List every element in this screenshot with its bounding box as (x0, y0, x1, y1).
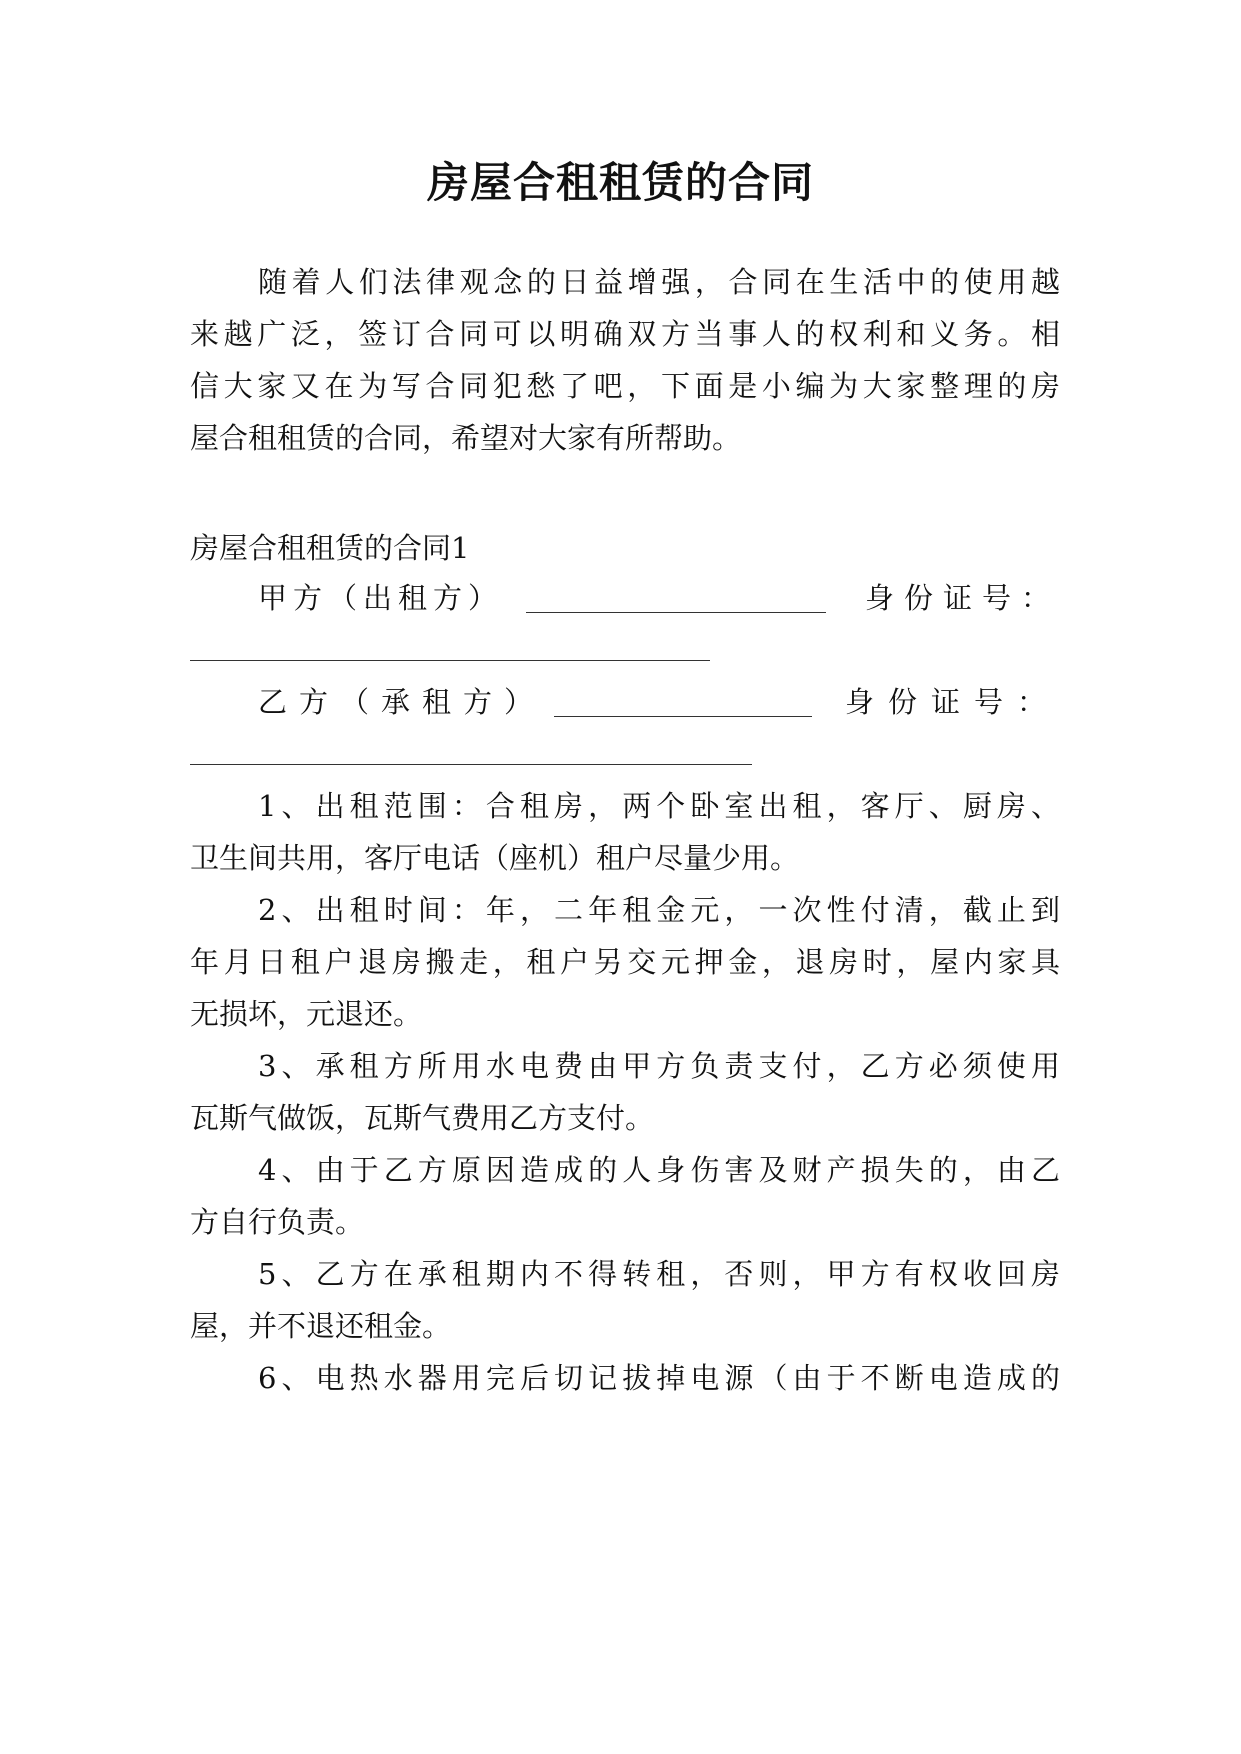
clause-5-line-1: 5、乙方在承租期内不得转租，否则，甲方有权收回房 (258, 1257, 1060, 1291)
clause-4-line-2: 方自行负责。 (190, 1205, 365, 1239)
clause-6-line-1: 6、电热水器用完后切记拔掉电源（由于不断电造成的 (258, 1361, 1060, 1395)
clause-2-line-2: 年月日租户退房搬走，租户另交元押金，退房时，屋内家具 (190, 945, 1060, 979)
clause-1-line-1: 1、出租范围：合租房，两个卧室出租，客厅、厨房、 (258, 789, 1060, 823)
clause-3-line-2: 瓦斯气做饭，瓦斯气费用乙方支付。 (190, 1101, 655, 1135)
clause-3-line-1: 3、承租方所用水电费由甲方负责支付，乙方必须使用 (258, 1049, 1060, 1083)
party-b-label: 乙方（承租方） (258, 685, 546, 719)
document-title: 房屋合租租赁的合同 (426, 158, 814, 207)
party-b-id-blank[interactable] (190, 764, 752, 765)
clause-2-line-3: 无损坏，元退还。 (190, 997, 423, 1031)
clause-4-line-1: 4、由于乙方原因造成的人身伤害及财产损失的，由乙 (258, 1153, 1060, 1187)
clause-2-line-1: 2、出租时间：年，二年租金元，一次性付清，截止到 (258, 893, 1060, 927)
party-a-name-blank[interactable] (526, 612, 826, 613)
intro-line-4: 屋合租租赁的合同，希望对大家有所帮助。 (190, 421, 742, 455)
party-a-label: 甲方（出租方） (258, 581, 504, 615)
intro-line-2: 来越广泛，签订合同可以明确双方当事人的权利和义务。相 (190, 317, 1060, 351)
clause-1-line-2: 卫生间共用，客厅电话（座机）租户尽量少用。 (190, 841, 800, 875)
party-b-name-blank[interactable] (554, 716, 812, 717)
party-b-row (258, 682, 1060, 722)
intro-line-3: 信大家又在为写合同犯愁了吧，下面是小编为大家整理的房 (190, 369, 1060, 403)
clause-5-line-2: 屋，并不退还租金。 (190, 1309, 452, 1343)
section-heading: 房屋合租租赁的合同1 (190, 531, 470, 565)
party-a-id-blank[interactable] (190, 660, 710, 661)
party-a-id-label: 身份证号： (864, 581, 1060, 615)
intro-line-1: 随着人们法律观念的日益增强，合同在生活中的使用越 (258, 265, 1060, 299)
party-a-row (258, 578, 1060, 618)
party-b-id-label: 身份证号： (844, 685, 1060, 719)
